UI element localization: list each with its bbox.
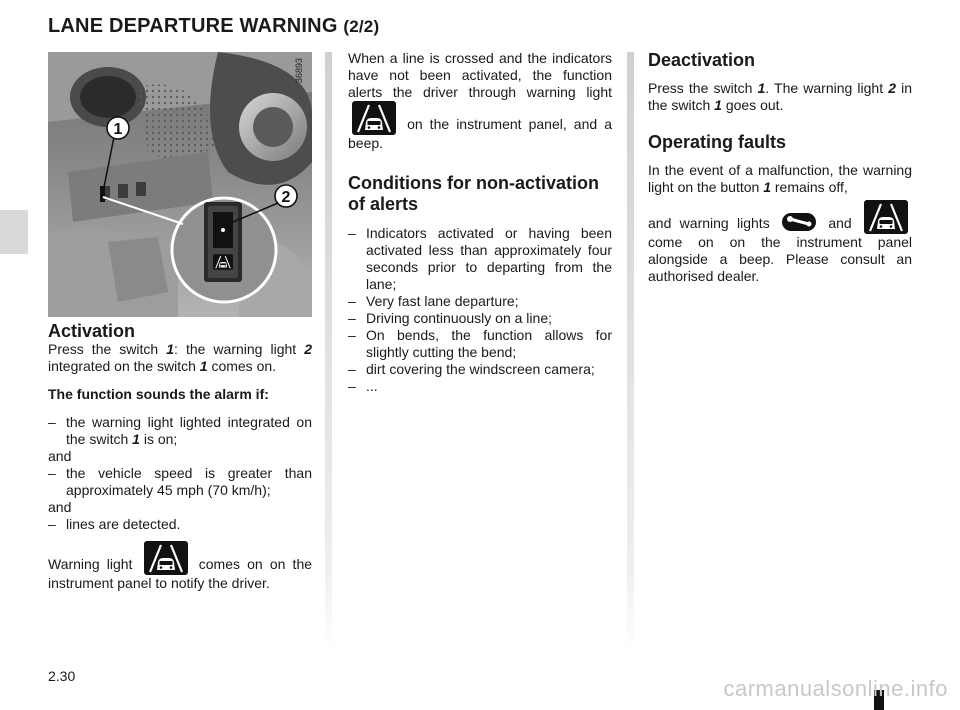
right-column (648, 50, 912, 285)
and-text: and (48, 499, 72, 515)
service-wrench-icon (782, 213, 816, 231)
lane-departure-warning-icon (352, 101, 396, 135)
activation-intro: Press the switch 1: the warning light 2 integrated on the switch 1 comes on. (48, 341, 312, 374)
middle-column (348, 50, 612, 395)
list-item: – lines are detected. (48, 516, 312, 533)
column-divider-left (325, 52, 332, 652)
deactivation-text: Press the switch 1. The warning light 2 in the switch 1 goes out. (648, 80, 912, 113)
alarm-condition-list-3 (48, 516, 312, 533)
page-title-text: LANE DEPARTURE WARNING (48, 15, 338, 37)
list-item: – Driving continuously on a line; (348, 310, 612, 327)
list-item: – ... (348, 378, 612, 395)
callout-1: 1 (113, 121, 123, 138)
alarm-heading: The function sounds the alarm if: (48, 386, 269, 402)
lane-departure-warning-icon (864, 200, 908, 234)
list-item: – dirt covering the windscreen camera; (348, 361, 612, 378)
non-activation-list (348, 225, 612, 395)
faults-text-2: and warning lights and come on on the instrument panel alongside a beep. Please consult an authorised dealer. (648, 200, 912, 285)
list-item: – Very fast lane departure; (348, 293, 612, 310)
alarm-condition-list-2 (48, 465, 312, 499)
deactivation-heading: Deactivation (648, 50, 756, 70)
and-text: and (48, 448, 72, 464)
activation-heading: Activation (48, 321, 136, 341)
lane-departure-warning-icon (144, 541, 188, 575)
non-activation-heading: Conditions for non-activation of alerts (348, 173, 599, 214)
page-number: 2.30 (48, 668, 76, 684)
warning-notice: Warning light comes on on the instrument panel to notify the driver. (48, 541, 312, 592)
callout-2: 2 (281, 189, 291, 206)
list-item: – the warning light lighted integrated on the switch 1 is on; (48, 414, 312, 448)
column-divider-right (627, 52, 634, 652)
chapter-tab (0, 210, 28, 254)
faults-text: In the event of a malfunction, the warning light on the button 1 remains off, (648, 162, 912, 195)
alarm-condition-list (48, 414, 312, 448)
list-item: – On bends, the function allows for slightly cutting the bend; (348, 327, 612, 361)
watermark: carmanualsonline.info (723, 676, 948, 701)
page-title (48, 15, 379, 38)
list-item: – Indicators activated or having been activated less than approximately four seconds prior to departing from the lane; (348, 225, 612, 293)
figure-number: 36893 (294, 58, 304, 84)
page-title-suffix: (2/2) (343, 17, 380, 36)
activation-body (48, 341, 312, 592)
alert-description: When a line is crossed and the indicators have not been activated, the function alerts the driver through warning light on the instrument panel, and a beep. (348, 50, 612, 151)
list-item: – the vehicle speed is greater than approximately 45 mph (70 km/h); (48, 465, 312, 499)
operating-faults-heading: Operating faults (648, 132, 787, 152)
dashboard-switch-photo (48, 52, 312, 317)
